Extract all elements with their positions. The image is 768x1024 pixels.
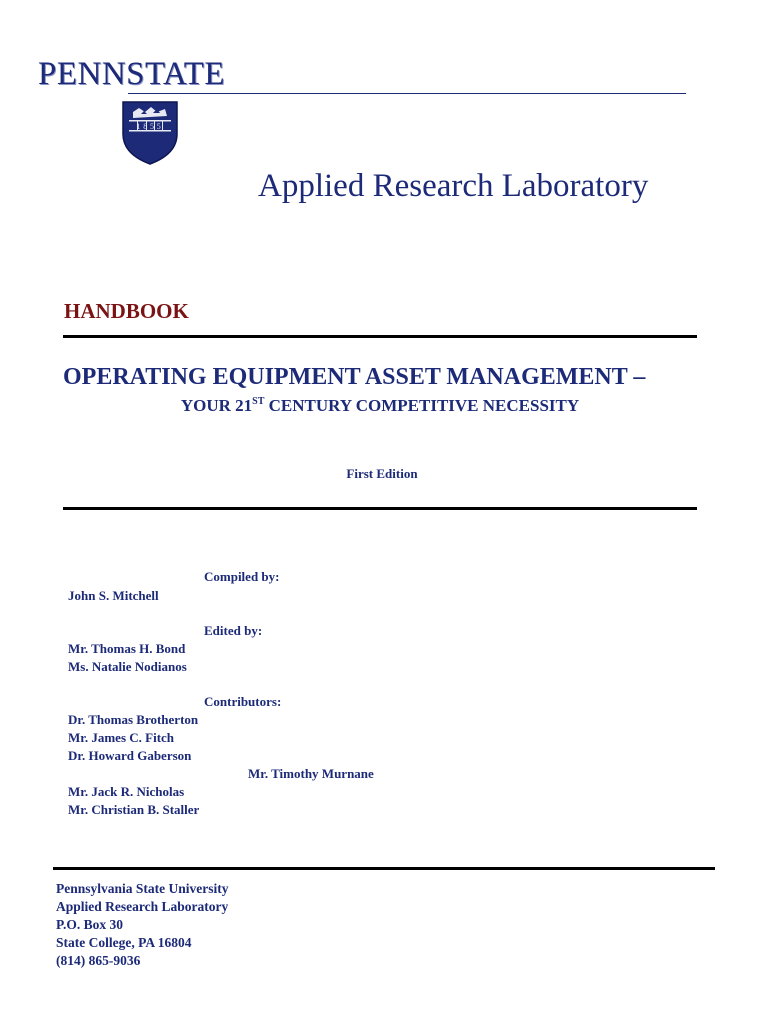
address-line: P.O. Box 30 bbox=[56, 917, 124, 932]
address-line: Pennsylvania State University bbox=[56, 881, 229, 896]
logo-underline bbox=[128, 93, 686, 94]
contributor-name: Dr. Howard Gaberson bbox=[68, 748, 192, 763]
document-subtitle bbox=[0, 396, 760, 416]
document-type-label: HANDBOOK bbox=[64, 299, 189, 323]
compiler-name: John S. Mitchell bbox=[68, 588, 159, 603]
subtitle-superscript: ST bbox=[252, 396, 265, 407]
lab-title: Applied Research Laboratory bbox=[258, 168, 649, 204]
edited-by-label: Edited by: bbox=[204, 623, 263, 638]
shield-year-text: 1855 bbox=[136, 122, 164, 131]
edition-label: First Edition bbox=[346, 466, 418, 481]
contributor-name: Mr. Timothy Murnane bbox=[248, 766, 374, 781]
editor-name: Ms. Natalie Nodianos bbox=[68, 659, 187, 674]
contributors-label: Contributors: bbox=[204, 694, 282, 709]
document-main-title: OPERATING EQUIPMENT ASSET MANAGEMENT – bbox=[63, 364, 646, 390]
contributor-name: Mr. Jack R. Nicholas bbox=[68, 784, 185, 799]
address-line: Applied Research Laboratory bbox=[56, 899, 229, 914]
subtitle-prefix: YOUR 21 bbox=[180, 396, 253, 415]
horizontal-rule-top bbox=[63, 335, 697, 338]
compiled-by-label: Compiled by: bbox=[204, 569, 280, 584]
editor-name: Mr. Thomas H. Bond bbox=[68, 641, 186, 656]
contributor-name: Mr. Christian B. Staller bbox=[68, 802, 200, 817]
pennstate-shield-logo bbox=[121, 100, 179, 166]
subtitle-suffix: CENTURY COMPETITIVE NECESSITY bbox=[264, 396, 580, 415]
pennstate-wordmark: PENNSTATE bbox=[38, 56, 226, 92]
address-line: State College, PA 16804 bbox=[56, 935, 192, 950]
contributor-name: Mr. James C. Fitch bbox=[68, 730, 175, 745]
horizontal-rule-middle bbox=[63, 507, 697, 510]
contributor-name: Dr. Thomas Brotherton bbox=[68, 712, 199, 727]
address-line: (814) 865-9036 bbox=[56, 953, 141, 968]
horizontal-rule-bottom bbox=[53, 867, 715, 870]
